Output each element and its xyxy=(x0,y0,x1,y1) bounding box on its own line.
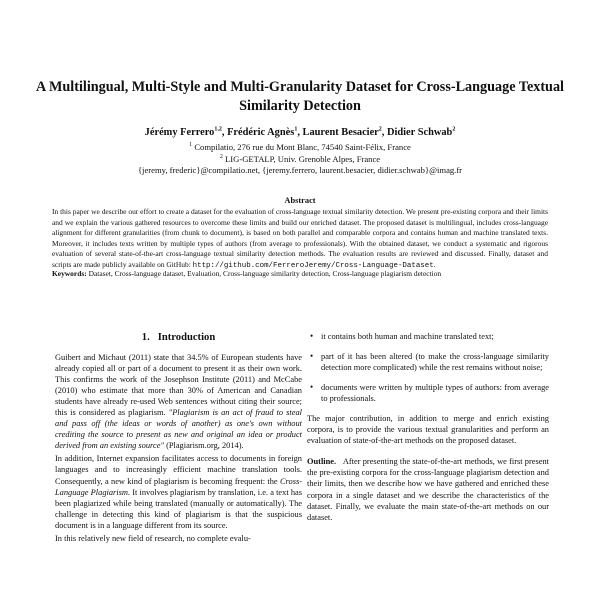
affiliations xyxy=(30,142,570,177)
author-affil-mark: 1 xyxy=(294,126,298,133)
right-column xyxy=(307,331,549,523)
intro-paragraph xyxy=(55,352,302,451)
github-url[interactable]: http://github.com/FerreroJeremy/Cross-Language-Dataset xyxy=(192,261,434,270)
author-emails: {jeremy, frederic}@compilatio.net, {jeremy.ferrero, laurent.besacier, didier.schwab}@imag.fr xyxy=(137,165,463,175)
text-run: Guibert and Michaut (2011) state that 34.5% of European students have already copied all or part of a document to present it as their own work. This confirms the work of the Josephson Institute (2011) and McCabe (2010) who estimate that more than 30% of American and Canadian students have already re-used Web sentences without citing their source; this is considered as plagiarism. xyxy=(55,353,302,418)
contribution-paragraph: The major contribution, in addition to merge and enrich existing corpora, is to provide the various textual granularities and perform an evaluation of state-of-the-art methods on the proposed dataset. xyxy=(307,414,549,446)
bullet-list xyxy=(307,331,549,404)
author-name: Didier Schwab xyxy=(387,127,453,138)
intro-paragraph xyxy=(55,453,302,530)
author-affil-mark: 2 xyxy=(452,126,456,133)
bullet-icon: • xyxy=(310,382,314,393)
text-run: (Plagiarism.org, 2014). xyxy=(163,441,244,451)
paper-title: A Multilingual, Multi-Style and Multi-Granularity Dataset for Cross-Language Textual Similarity Detection xyxy=(36,79,564,114)
list-item-text: part of it has been altered (to make the cross-language similarity detection more complicated) while the rest remains without noise; xyxy=(321,352,549,373)
left-column xyxy=(55,331,302,544)
text-run: . It involves plagiarism by translation, i.e. a text has been plagiarized while being translated (manually or automatically). The challenge in detecting this kind of plagiarism is that the suspicious document is in a language different from its source. xyxy=(55,487,303,530)
bullet-icon: • xyxy=(310,331,314,341)
author-name: Frédéric Agnès xyxy=(227,127,295,138)
list-item-text: it contains both human and machine translated text; xyxy=(321,332,494,341)
abstract-end: . xyxy=(433,259,436,269)
plagiarism-quote: "Plagiarism is an act of fraud to steal and pass off (the ideas or words of another) as one's own without crediting the source to present as new and original an idea or product derived from an existing source" xyxy=(55,408,302,451)
author-list: Jérémy Ferrero$^{1,2}$, Frédéric Agnès$^1$, Laurent Besacier$^2$, Didier Schwab$^2$ xyxy=(144,126,456,138)
keywords-text: Dataset, Cross-language dataset, Evaluation, Cross-language similarity detection, Cross-language plagiarism detection xyxy=(88,269,442,278)
list-item xyxy=(307,382,549,404)
outline-paragraph xyxy=(307,456,549,522)
author-name: Jérémy Ferrero xyxy=(144,127,215,138)
affiliation-line xyxy=(30,142,570,154)
list-item xyxy=(307,351,549,373)
term-emphasis: Cross-Language Plagiarism xyxy=(55,476,302,497)
outline-label: Outline. xyxy=(307,457,337,467)
outline-text: After presenting the state-of-the-art methods, we first present the pre-existing corpora for the cross-language plagiarism detection and their limits, then we describe how we have gathered and enriched these corpora in a single dataset and we describe the characteristics of the dataset. Finally, we evaluate the main state-of-the-art methods on our dataset. xyxy=(307,457,549,522)
bullet-icon: • xyxy=(310,351,314,362)
author-affil-mark: 2 xyxy=(378,126,382,133)
affiliation-mark: 2 xyxy=(219,153,223,160)
list-item-text: documents were written by multiple types of authors: from average to professionals. xyxy=(321,383,549,404)
keywords xyxy=(52,269,548,280)
author-name: Laurent Besacier xyxy=(302,127,379,138)
intro-paragraph: In this relatively new field of research, no complete evalu- xyxy=(55,533,251,543)
section-number: 1. xyxy=(141,332,150,343)
section-heading xyxy=(55,331,302,345)
section-title: Introduction xyxy=(157,332,216,343)
text-run: In addition, Internet expansion facilitates access to documents in foreign languages and to increasingly efficient machine translation tools. Consequently, a new kind of plagiarism is becoming frequent: the xyxy=(55,454,302,486)
abstract-heading: Abstract xyxy=(284,196,316,205)
list-item xyxy=(307,331,549,342)
author-affil-mark: 1,2 xyxy=(214,126,222,133)
affiliation-mark: 1 xyxy=(189,142,193,149)
abstract-body xyxy=(52,207,548,272)
keywords-label: Keywords: xyxy=(52,269,87,278)
affiliation-text: LIG-GETALP, Univ. Grenoble Alpes, France xyxy=(225,153,381,164)
affiliation-line xyxy=(30,154,570,166)
abstract-text: In this paper we describe our effort to create a dataset for the evaluation of cross-language textual similarity detection. We present pre-existing corpora and their limits and we explain the various gathered resources to overcome these limits and build our enriched dataset. The proposed dataset is multilingual, includes cross-language alignment for different granularities (from chunk to document), is based on both parallel and comparable corpora and contains human and machine translated texts. Moreover, it includes texts written by multiple types of authors (from average to professionals). With the obtained dataset, we conduct a systematic and rigorous evaluation of several state-of-the-art cross-language textual similarity detection methods. The evaluation results are reviewed and discussed. Finally, dataset and scripts are made publicly available on GitHub: xyxy=(52,207,548,269)
affiliation-text: Compilatio, 276 rue du Mont Blanc, 74540 Saint-Félix, France xyxy=(194,142,411,152)
